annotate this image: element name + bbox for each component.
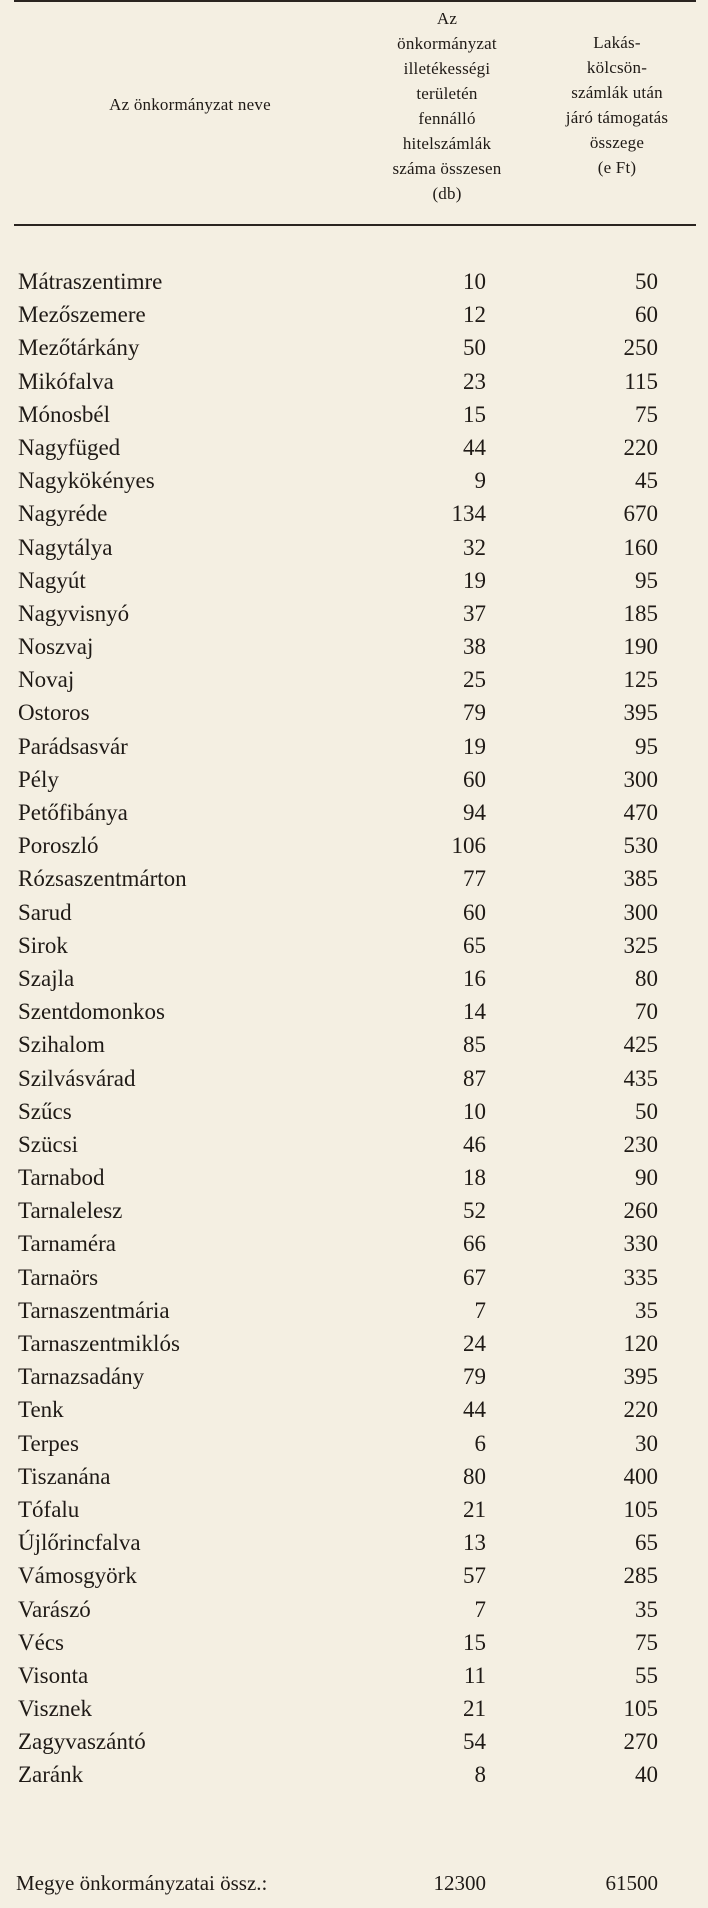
account-count: 21	[463, 1496, 486, 1522]
support-amount: 435	[623, 1065, 658, 1091]
account-count: 65	[463, 932, 486, 958]
municipality-name: Tarnaszentmária	[18, 1297, 170, 1323]
column-header-count: Az önkormányzat illetékességi területén fennálló hitelszámlák száma összesen (db)	[392, 9, 502, 203]
support-amount: 90	[635, 1165, 658, 1191]
account-count: 66	[463, 1231, 486, 1257]
support-amount: 75	[635, 1629, 658, 1655]
municipality-name: Varászó	[18, 1596, 91, 1622]
municipality-name: Szűcs	[18, 1098, 72, 1124]
support-amount: 220	[623, 434, 658, 460]
table-row	[0, 1327, 708, 1360]
municipality-name: Nagytálya	[18, 534, 113, 560]
account-count: 7	[474, 1297, 486, 1323]
table-row	[0, 663, 708, 696]
support-amount: 80	[635, 965, 658, 991]
municipality-name: Tarnazsadány	[18, 1364, 145, 1390]
municipality-name: Nagyréde	[18, 501, 108, 527]
account-count: 57	[463, 1563, 486, 1589]
account-count: 77	[463, 866, 486, 892]
municipality-name: Sarud	[18, 899, 72, 925]
support-amount: 470	[623, 800, 658, 825]
table-row	[0, 1493, 708, 1526]
municipality-name: Terpes	[18, 1430, 79, 1456]
support-amount: 300	[623, 899, 658, 925]
municipality-name: Tófalu	[18, 1496, 80, 1522]
support-amount: 95	[635, 733, 658, 759]
account-count: 44	[463, 434, 486, 460]
support-amount: 670	[623, 501, 658, 527]
support-amount: 385	[623, 866, 658, 892]
table-row	[0, 1227, 708, 1260]
table-row	[0, 497, 708, 530]
table-row	[0, 1360, 708, 1393]
municipality-name: Vécs	[18, 1629, 64, 1655]
account-count: 6	[474, 1430, 486, 1456]
support-amount: 35	[635, 1297, 658, 1323]
total-row	[0, 1867, 708, 1900]
account-count: 37	[463, 600, 486, 626]
table-row	[0, 298, 708, 331]
account-count: 24	[463, 1331, 486, 1356]
table-row	[0, 1593, 708, 1626]
support-amount: 395	[623, 700, 658, 726]
support-amount: 185	[623, 600, 658, 626]
support-amount: 55	[635, 1662, 658, 1688]
support-amount: 530	[623, 833, 658, 859]
municipality-name: Újlőrincfalva	[18, 1530, 141, 1556]
municipality-name: Rózsaszentmárton	[18, 866, 187, 892]
table-body	[0, 265, 708, 1792]
support-amount: 330	[623, 1231, 658, 1257]
account-count: 79	[463, 700, 486, 726]
table-row	[0, 265, 708, 298]
municipality-name: Tarnaszentmiklós	[18, 1331, 180, 1356]
table-row	[0, 1559, 708, 1592]
municipality-name: Nagyvisnyó	[18, 600, 130, 626]
column-header-amount: Lakás- kölcsön- számlák után járó támogatás összege (e Ft)	[565, 33, 669, 177]
account-count: 15	[463, 401, 486, 427]
total-label: Megye önkormányzatai össz.:	[16, 1871, 268, 1895]
table-row	[0, 1725, 708, 1758]
table-row	[0, 1261, 708, 1294]
table-row	[0, 1393, 708, 1426]
support-amount: 335	[623, 1264, 658, 1290]
account-count: 7	[474, 1596, 486, 1622]
municipality-name: Visznek	[18, 1696, 92, 1722]
municipality-name: Poroszló	[18, 833, 99, 859]
support-amount: 30	[635, 1430, 658, 1456]
account-count: 9	[474, 468, 486, 494]
municipality-name: Szajla	[18, 965, 75, 991]
account-count: 52	[463, 1198, 486, 1224]
municipality-name: Mátraszentimre	[18, 269, 163, 294]
support-amount: 300	[623, 766, 658, 792]
account-count: 80	[463, 1463, 486, 1489]
account-count: 19	[463, 733, 486, 759]
account-count: 23	[463, 368, 486, 394]
account-count: 50	[463, 335, 486, 361]
account-count: 13	[463, 1530, 486, 1556]
account-count: 10	[463, 269, 486, 294]
support-amount: 50	[635, 269, 658, 294]
table-row	[0, 1460, 708, 1493]
municipality-name: Ostoros	[18, 700, 90, 726]
municipality-name: Tarnalelesz	[18, 1198, 123, 1224]
account-count: 134	[451, 501, 486, 527]
table-row	[0, 331, 708, 364]
account-count: 38	[463, 634, 486, 660]
table-row	[0, 929, 708, 962]
support-amount: 400	[623, 1463, 658, 1489]
account-count: 60	[463, 899, 486, 925]
municipality-name: Nagyút	[18, 567, 86, 593]
account-count: 14	[463, 999, 486, 1025]
support-amount: 120	[623, 1331, 658, 1356]
table-row	[0, 1427, 708, 1460]
column-header-name: Az önkormányzat neve	[109, 95, 271, 114]
support-amount: 65	[635, 1530, 658, 1556]
support-amount: 125	[623, 667, 658, 693]
table-row	[0, 1526, 708, 1559]
account-count: 54	[463, 1729, 486, 1755]
table-row	[0, 365, 708, 398]
account-count: 19	[463, 567, 486, 593]
table-row	[0, 1128, 708, 1161]
account-count: 79	[463, 1364, 486, 1390]
table-row	[0, 1028, 708, 1061]
table-row	[0, 1294, 708, 1327]
account-count: 12	[463, 302, 486, 328]
top-rule	[14, 0, 696, 2]
table-row	[0, 896, 708, 929]
account-count: 18	[463, 1165, 486, 1191]
account-count: 60	[463, 766, 486, 792]
account-count: 44	[463, 1397, 486, 1423]
support-amount: 395	[623, 1364, 658, 1390]
table-row	[0, 696, 708, 729]
table-row	[0, 1062, 708, 1095]
support-amount: 250	[623, 335, 658, 361]
municipality-name: Parádsasvár	[18, 733, 128, 759]
account-count: 46	[463, 1131, 486, 1157]
table-row	[0, 564, 708, 597]
table-row	[0, 630, 708, 663]
account-count: 15	[463, 1629, 486, 1655]
municipality-name: Nagykökényes	[18, 468, 155, 494]
municipality-name: Tenk	[18, 1397, 64, 1423]
municipality-name: Tarnaméra	[18, 1231, 116, 1257]
table-row	[0, 1194, 708, 1227]
municipality-name: Vámosgyörk	[18, 1563, 137, 1589]
support-amount: 35	[635, 1596, 658, 1622]
municipality-name: Zaránk	[18, 1762, 84, 1788]
municipality-name: Szihalom	[18, 1032, 105, 1058]
table-row	[0, 1626, 708, 1659]
account-count: 87	[463, 1065, 486, 1091]
support-amount: 220	[623, 1397, 658, 1423]
account-count: 67	[463, 1264, 486, 1290]
table-row	[0, 1659, 708, 1692]
support-amount: 95	[635, 567, 658, 593]
support-amount: 45	[635, 468, 658, 494]
account-count: 11	[463, 1662, 486, 1688]
municipality-name: Mónosbél	[18, 401, 110, 427]
municipality-name: Szentdomonkos	[18, 999, 165, 1025]
table-row	[0, 398, 708, 431]
support-amount: 50	[635, 1098, 658, 1124]
table-row	[0, 730, 708, 763]
table-row	[0, 1161, 708, 1194]
support-amount: 260	[623, 1198, 658, 1224]
municipality-name: Noszvaj	[18, 634, 94, 660]
table-header	[0, 6, 708, 220]
account-count: 94	[463, 800, 486, 825]
table-row	[0, 796, 708, 829]
support-amount: 60	[635, 302, 658, 328]
account-count: 10	[463, 1098, 486, 1124]
support-amount: 70	[635, 999, 658, 1025]
table-row	[0, 431, 708, 464]
table-row	[0, 597, 708, 630]
municipality-name: Zagyvaszántó	[18, 1729, 146, 1755]
municipality-name: Szilvásvárad	[18, 1065, 136, 1091]
municipality-name: Mikófalva	[18, 368, 114, 394]
support-amount: 40	[635, 1762, 658, 1788]
table-row	[0, 862, 708, 895]
municipality-name: Sirok	[18, 932, 68, 958]
table-row	[0, 995, 708, 1028]
municipality-name: Szücsi	[18, 1131, 79, 1157]
total-amount: 61500	[605, 1871, 658, 1895]
account-count: 25	[463, 667, 486, 693]
table-row	[0, 1758, 708, 1791]
account-count: 106	[451, 833, 486, 859]
support-amount: 270	[623, 1729, 658, 1755]
support-amount: 75	[635, 401, 658, 427]
municipality-name: Tiszanána	[18, 1463, 111, 1489]
support-amount: 190	[623, 634, 658, 660]
support-amount: 115	[624, 368, 658, 394]
table-row	[0, 464, 708, 497]
account-count: 32	[463, 534, 486, 560]
municipality-name: Novaj	[18, 667, 75, 693]
municipality-name: Mezőszemere	[18, 302, 146, 328]
total-count: 12300	[433, 1871, 486, 1895]
support-amount: 230	[623, 1131, 658, 1157]
table-row	[0, 531, 708, 564]
municipality-name: Petőfibánya	[18, 800, 128, 825]
table-row	[0, 1692, 708, 1725]
support-amount: 325	[623, 932, 658, 958]
municipality-name: Tarnabod	[18, 1165, 105, 1191]
municipality-name: Nagyfüged	[18, 434, 121, 460]
table-row	[0, 829, 708, 862]
municipality-name: Tarnaörs	[18, 1264, 99, 1290]
support-amount: 285	[623, 1563, 658, 1589]
account-count: 85	[463, 1032, 486, 1058]
municipality-name: Pély	[18, 766, 59, 792]
account-count: 8	[474, 1762, 486, 1788]
table-row	[0, 962, 708, 995]
account-count: 21	[463, 1696, 486, 1722]
table-row	[0, 763, 708, 796]
header-rule	[14, 224, 696, 226]
municipality-name: Mezőtárkány	[18, 335, 140, 361]
support-amount: 105	[623, 1696, 658, 1722]
support-amount: 105	[623, 1496, 658, 1522]
municipality-name: Visonta	[18, 1662, 89, 1688]
support-amount: 425	[623, 1032, 658, 1058]
support-amount: 160	[623, 534, 658, 560]
table-row	[0, 1095, 708, 1128]
account-count: 16	[463, 965, 486, 991]
